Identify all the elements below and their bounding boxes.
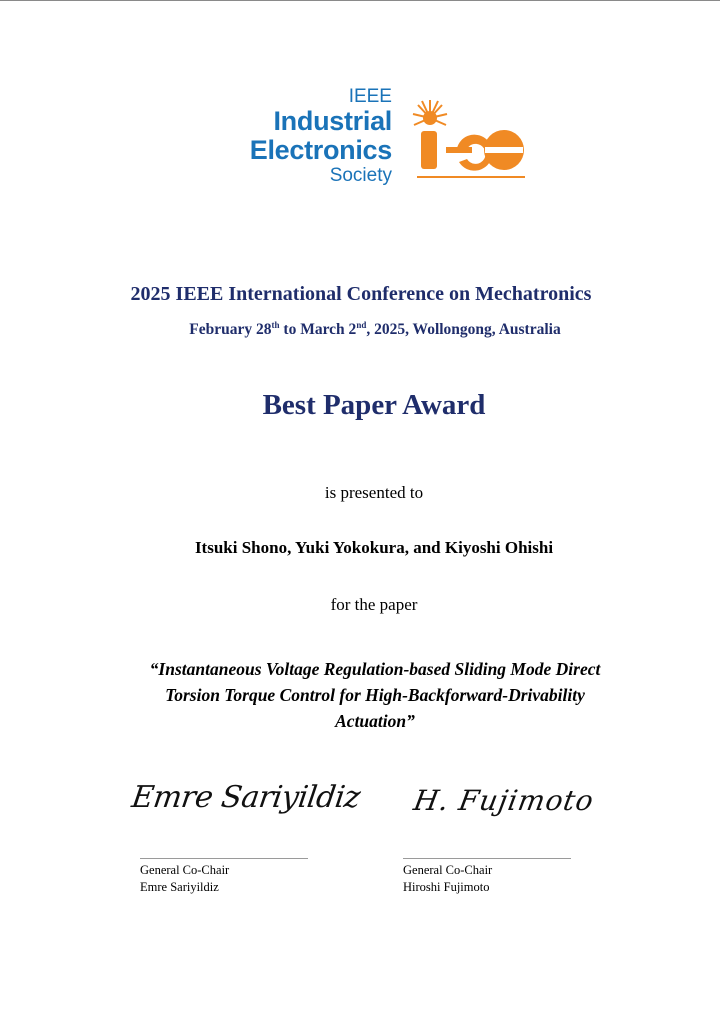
signatory-right-role: General Co-Chair [403, 863, 493, 877]
signatory-left-role: General Co-Chair [140, 863, 230, 877]
dates-part-2: to March 2 [279, 321, 357, 338]
signature-hiroshi-fujimoto: H. Fujimoto [411, 784, 597, 817]
signature-emre-sariyildiz: Emre Sariyildiz [129, 780, 363, 815]
signatory-left [140, 862, 229, 896]
for-the-paper: for the paper [330, 595, 418, 614]
dates-part-1: February 28 [189, 321, 272, 338]
dates-sup-1: th [271, 320, 280, 330]
presented-to: is presented to [324, 483, 424, 502]
signature-line-left [140, 858, 308, 859]
paper-title-line-2: Torsion Torque Control for High-Backforward-Drivability [165, 685, 585, 705]
dates-sup-2: nd [356, 320, 367, 330]
signatory-right-name: Hiroshi Fujimoto [403, 880, 490, 894]
signature-line-right [403, 858, 571, 859]
logo-industrial: Industrial [273, 106, 392, 136]
ies-sun-mark-icon [405, 96, 535, 186]
logo-ieee: IEEE [348, 86, 392, 107]
ies-logo [0, 0, 720, 200]
ies-logo-text [250, 86, 392, 187]
conference-dates [15, 321, 720, 339]
signatory-left-name: Emre Sariyildiz [140, 880, 219, 894]
award-title: Best Paper Award [262, 389, 486, 421]
paper-title [15, 656, 720, 734]
conference-title: 2025 IEEE International Conference on Mechatronics [130, 283, 592, 305]
signatory-right [403, 862, 492, 896]
paper-title-line-3: Actuation” [335, 711, 415, 731]
logo-electronics: Electronics [249, 135, 392, 165]
paper-title-line-1: “Instantaneous Voltage Regulation-based Sliding Mode Direct [149, 659, 601, 679]
authors: Itsuki Shono, Yuki Yokokura, and Kiyoshi Ohishi [194, 538, 554, 557]
dates-part-3: , 2025, Wollongong, Australia [366, 321, 561, 338]
logo-society: Society [329, 165, 392, 186]
